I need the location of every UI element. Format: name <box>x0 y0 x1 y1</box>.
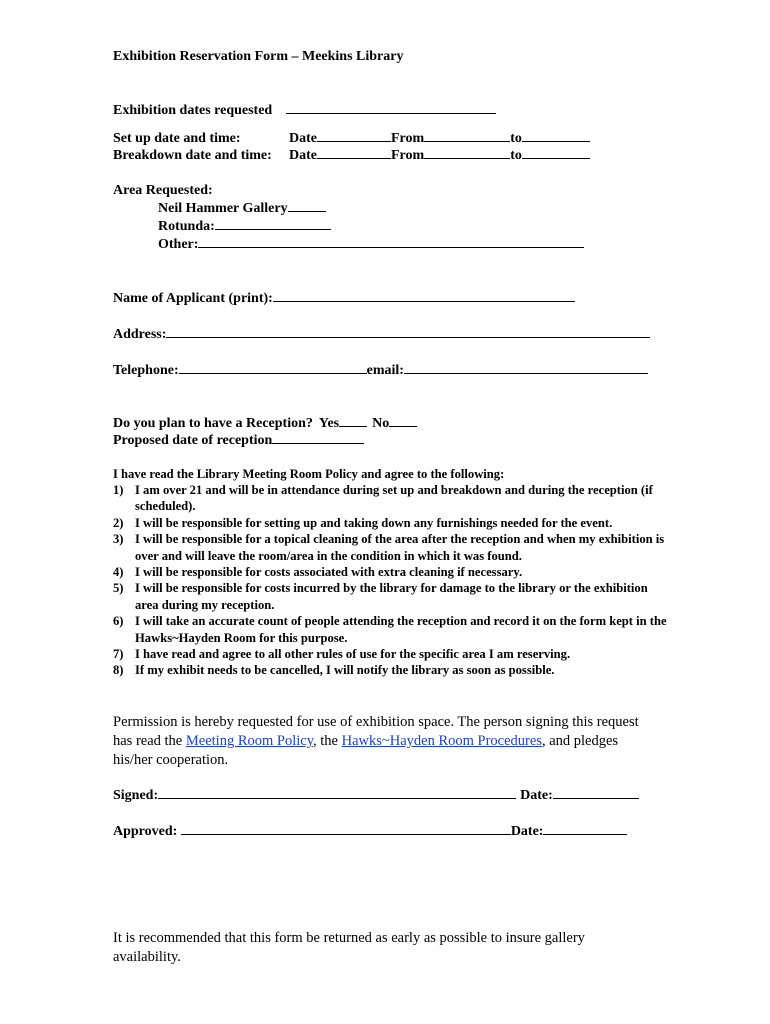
rule-item <box>113 646 673 662</box>
approved-label: Approved: <box>113 824 181 839</box>
rule-number: 2) <box>113 515 124 530</box>
signed-date-label: Date: <box>520 788 553 803</box>
breakdown-from-field[interactable] <box>424 146 510 159</box>
exhibition-dates-field[interactable] <box>286 101 496 114</box>
setup-to-field[interactable] <box>522 129 590 142</box>
rule-number: 1) <box>113 483 124 497</box>
area-option-gallery: Neil Hammer Gallery <box>158 201 288 216</box>
exhibition-dates-row <box>113 101 496 119</box>
rule-number: 7) <box>113 647 124 662</box>
rule-text: I will be responsible for setting up and taking down any furnishings needed for the event. <box>135 515 613 530</box>
rule-text: If my exhibit needs to be cancelled, I will notify the library as soon as possible. <box>135 663 555 678</box>
telephone-field[interactable] <box>179 361 367 374</box>
breakdown-date-label: Date <box>289 148 317 163</box>
permission-paragraph <box>113 713 653 770</box>
area-option-rotunda: Rotunda: <box>158 219 215 234</box>
rule-item <box>113 580 673 613</box>
breakdown-row <box>113 146 590 164</box>
approved-field[interactable] <box>181 822 511 835</box>
permission-text-2: , the <box>313 733 342 749</box>
area-option-other: Other: <box>158 237 199 252</box>
reception-question: Do you plan to have a Reception? <box>113 416 313 431</box>
rule-text: I will be responsible for costs associated with extra cleaning if necessary. <box>135 565 523 580</box>
address-label: Address: <box>113 327 167 342</box>
setup-from-field[interactable] <box>424 129 510 142</box>
breakdown-label: Breakdown date and time: <box>113 148 272 163</box>
permission-text-1: Permission is hereby requested for use of exhibition space. The person signing this request has read the <box>113 714 639 749</box>
rule-item <box>113 531 673 564</box>
reception-yes-field[interactable] <box>339 414 367 427</box>
setup-row <box>113 129 590 147</box>
setup-to-label: to <box>510 131 522 146</box>
policy-intro: I have read the Library Meeting Room Policy and agree to the following: <box>113 467 505 481</box>
rule-number: 4) <box>113 565 124 580</box>
applicant-label: Name of Applicant (print): <box>113 291 273 306</box>
rule-text: I will be responsible for a topical cleaning of the area after the reception and when my exhibition is over and will leave the room/area in the condition in which it was found. <box>135 532 665 563</box>
approved-row <box>113 822 627 840</box>
rotunda-field[interactable] <box>215 217 331 230</box>
setup-from-label: From <box>391 131 425 146</box>
rule-item <box>113 482 673 515</box>
area-option-gallery-row <box>158 199 326 217</box>
setup-label: Set up date and time: <box>113 131 241 146</box>
address-row <box>113 325 650 343</box>
breakdown-to-field[interactable] <box>522 146 590 159</box>
applicant-row <box>113 289 575 307</box>
other-field[interactable] <box>198 235 584 248</box>
reception-date-label: Proposed date of reception <box>113 433 273 448</box>
email-field[interactable] <box>404 361 648 374</box>
approved-date-field[interactable] <box>543 822 627 835</box>
email-label: email: <box>366 363 404 378</box>
rules-list <box>113 482 673 679</box>
approved-date-label: Date: <box>510 824 544 839</box>
meeting-room-policy-link[interactable]: Meeting Room Policy <box>185 733 314 749</box>
setup-date-field[interactable] <box>317 129 391 142</box>
signature-field[interactable] <box>158 786 516 799</box>
area-requested-label: Area Requested: <box>113 183 213 198</box>
area-option-other-row <box>158 235 584 253</box>
rule-number: 6) <box>113 614 124 629</box>
rule-item <box>113 515 673 531</box>
rule-text: I will be responsible for costs incurred by the library for damage to the library or the exhibition area during my reception. <box>135 581 648 612</box>
setup-date-label: Date <box>289 131 317 146</box>
rule-item <box>113 613 673 646</box>
rule-item <box>113 564 673 580</box>
reception-no-label: No <box>372 416 390 431</box>
breakdown-to-label: to <box>510 148 522 163</box>
rule-item <box>113 662 673 678</box>
gallery-field[interactable] <box>288 199 326 212</box>
rule-text: I have read and agree to all other rules of use for the specific area I am reserving. <box>135 647 571 662</box>
breakdown-from-label: From <box>391 148 425 163</box>
rule-number: 5) <box>113 581 124 596</box>
signed-label: Signed: <box>113 788 159 803</box>
rule-number: 8) <box>113 663 124 678</box>
footer-note: It is recommended that this form be returned as early as possible to insure gallery availability. <box>113 930 585 965</box>
reception-no-field[interactable] <box>389 414 417 427</box>
signed-row <box>113 786 639 804</box>
hawks-hayden-procedures-link[interactable]: Hawks~Hayden Room Procedures <box>341 733 542 749</box>
breakdown-date-field[interactable] <box>317 146 391 159</box>
rule-number: 3) <box>113 532 124 547</box>
telephone-label: Telephone: <box>113 363 179 378</box>
area-option-rotunda-row <box>158 217 331 235</box>
reception-date-row <box>113 431 364 449</box>
exhibition-dates-label: Exhibition dates requested <box>113 103 273 118</box>
reception-yes-label: Yes <box>318 416 340 431</box>
permission-text-3: , and pledges his/her cooperation. <box>113 733 619 768</box>
applicant-field[interactable] <box>273 289 575 302</box>
reception-date-field[interactable] <box>272 431 364 444</box>
signed-date-field[interactable] <box>553 786 639 799</box>
address-field[interactable] <box>166 325 650 338</box>
contact-row <box>113 361 648 379</box>
reception-row <box>113 414 417 432</box>
form-title: Exhibition Reservation Form – Meekins Library <box>113 49 404 64</box>
rule-text: I am over 21 and will be in attendance during set up and breakdown and during the reception (if scheduled). <box>135 483 653 514</box>
rule-text: I will take an accurate count of people attending the reception and record it on the form kept in the Hawks~Hayden Room for this purpose. <box>135 614 667 645</box>
